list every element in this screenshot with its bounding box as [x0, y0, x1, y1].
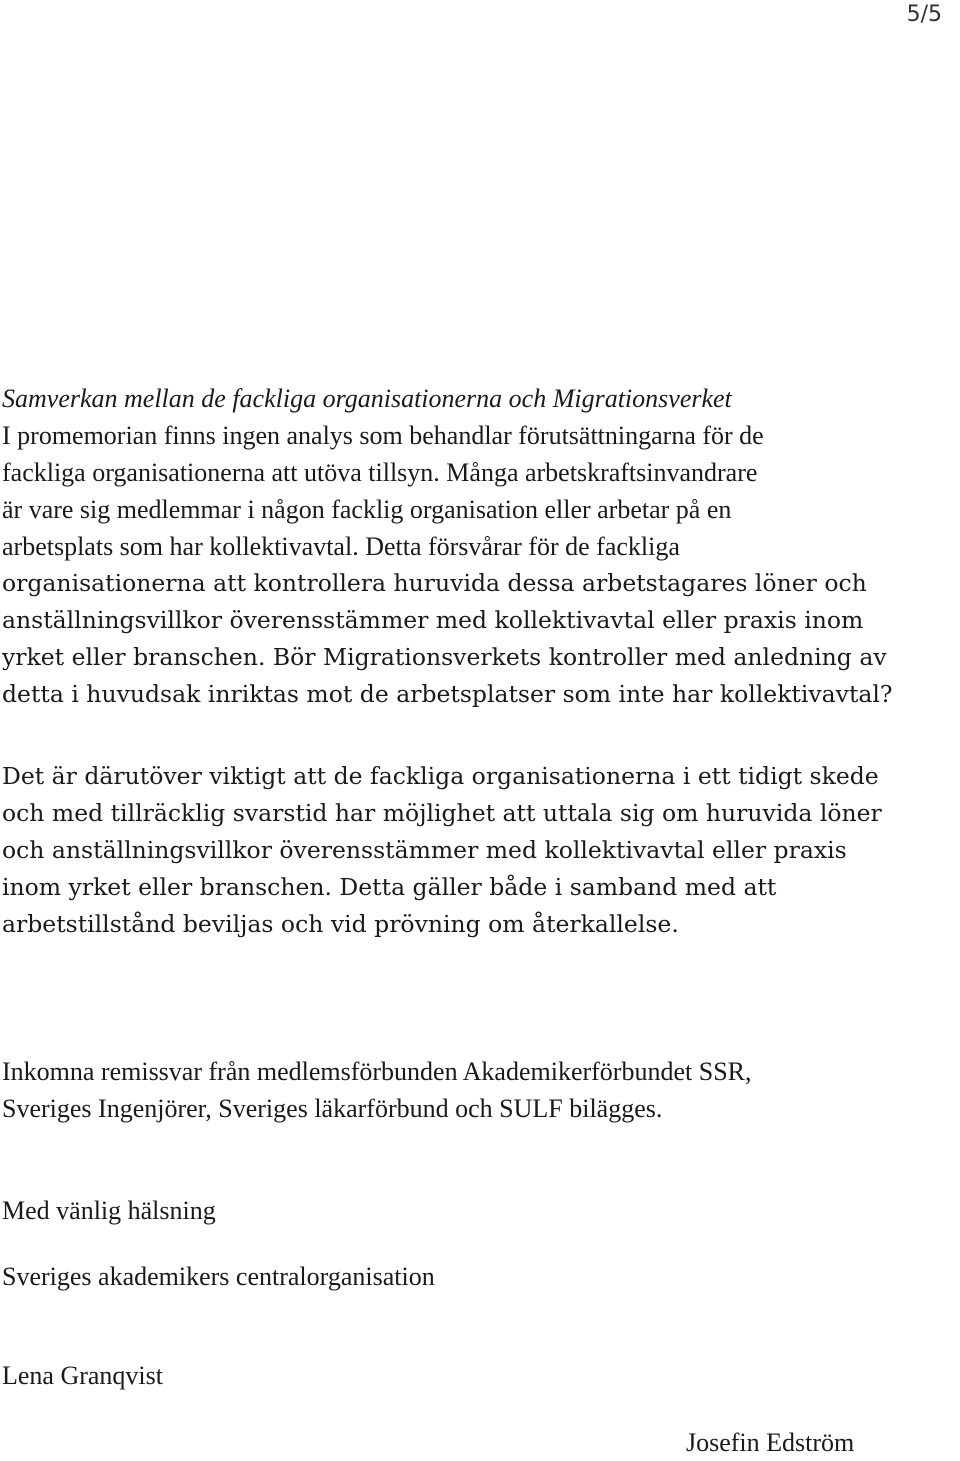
paragraph-2	[2, 758, 942, 943]
paragraph-1-line: detta i huvudsak inriktas mot de arbetsplatser som inte har kollektivavtal?	[2, 680, 893, 708]
paragraph-2-line: inom yrket eller branschen. Detta gäller både i samband med att	[2, 873, 777, 901]
paragraph-1-line: är vare sig medlemmar i någon facklig organisation eller arbetar på en	[2, 495, 732, 524]
attachments-paragraph	[2, 1053, 942, 1127]
closing-greeting: Med vänlig hälsning	[2, 1196, 216, 1225]
attachments-line: Inkomna remissvar från medlemsförbunden Akademikerförbundet SSR,	[2, 1057, 752, 1086]
paragraph-2-line: arbetstillstånd beviljas och vid prövning om återkallelse.	[2, 910, 679, 938]
paragraph-1-line: fackliga organisationerna att utöva tillsyn. Många arbetskraftsinvandrare	[2, 458, 758, 487]
page-number: 5/5	[906, 2, 942, 27]
paragraph-1-line: yrket eller branschen. Bör Migrationsverkets kontroller med anledning av	[2, 643, 887, 671]
signer-name-2: Josefin Edström	[686, 1428, 855, 1457]
closing-organisation: Sveriges akademikers centralorganisation	[2, 1262, 435, 1291]
paragraph-1-line: anställningsvillkor överensstämmer med kollektivavtal eller praxis inom	[2, 606, 864, 634]
signer-name-1: Lena Granqvist	[2, 1361, 164, 1390]
paragraph-1-line: I promemorian finns ingen analys som behandlar förutsättningarna för de	[2, 421, 764, 450]
paragraph-2-line: Det är därutöver viktigt att de fackliga organisationerna i ett tidigt skede	[2, 762, 879, 790]
paragraph-2-line: och med tillräcklig svarstid har möjlighet att uttala sig om huruvida löner	[2, 799, 882, 827]
section-heading: Samverkan mellan de fackliga organisationerna och Migrationsverket	[2, 384, 732, 413]
paragraph-1-line: organisationerna att kontrollera huruvida dessa arbetstagares löner och	[2, 569, 867, 597]
section	[2, 380, 942, 713]
paragraph-1-line: arbetsplats som har kollektivavtal. Detta försvårar för de fackliga	[2, 532, 680, 561]
paragraph-2-line: och anställningsvillkor överensstämmer med kollektivavtal eller praxis	[2, 836, 847, 864]
attachments-line: Sveriges Ingenjörer, Sveriges läkarförbund och SULF bilägges.	[2, 1094, 663, 1123]
